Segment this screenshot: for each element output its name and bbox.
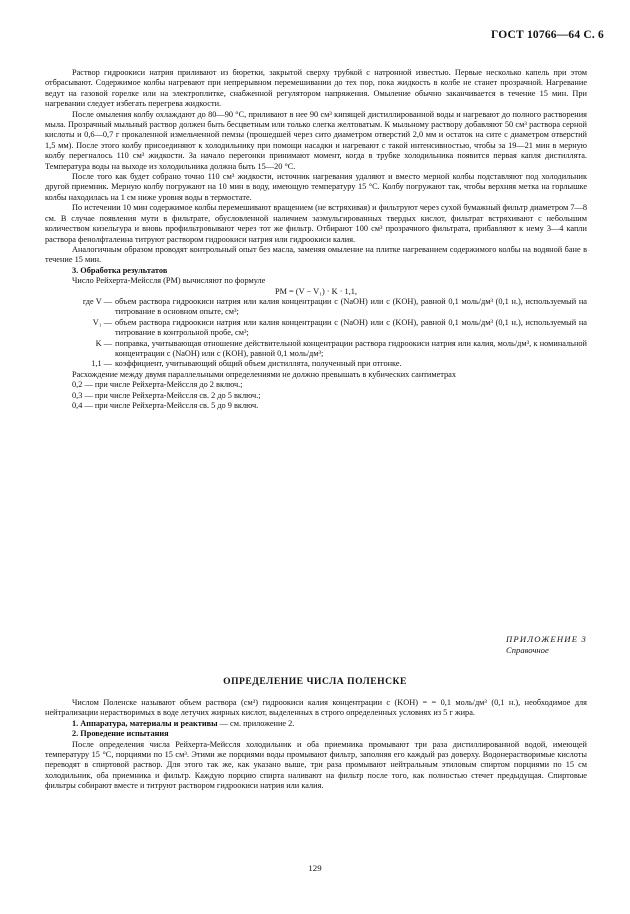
definition-row (45, 359, 587, 369)
formula: PM = (V − V₁) · K · 1,1, (274, 286, 357, 296)
paragraph: Аналогичным образом проводят контрольный опыт без масла, заменяя омыление на плитке нагреванием содержимого колбы на водяной бане в течение 15 мин. (45, 244, 587, 265)
section-heading: 3. Обработка результатов (72, 265, 168, 275)
definition-text: коэффициент, учитывающий общий объем дистиллята, полученный при отгонке. (115, 359, 402, 369)
discrepancy-list (45, 370, 587, 412)
definition-term: где V — (82, 296, 112, 306)
definition-text: объем раствора гидроокиси натрия или калия концентрации c (NaOH) или c (KOH), равной 0,1 моль/дм³ (0,1 н.), используемый на титрование в контрольной пробе, см³; (115, 317, 587, 338)
definition-text: объем раствора гидроокиси натрия или калия концентрации c (NaOH) или c (KOH), равной 0,1 моль/дм³ (0,1 н.), используемый на титрование в основном опыте, см³; (115, 296, 587, 317)
paragraph: Числом Поленске называют объем раствора (см³) гидроокиси калия концентрации c (KOH) = = 0,1 моль/дм³ (0,1 н.), необходимое для нейтрализации нерастворимых в воде летучих жирных кислот, выделенных в строго определенных условиях из 5 г жира. (45, 698, 587, 718)
definition-term: 1,1 — (91, 359, 112, 369)
list-item: 0,2 — при числе Рейхерта-Мейссля до 2 включ.; (72, 380, 243, 390)
appendix-title: ОПРЕДЕЛЕНИЕ ЧИСЛА ПОЛЕНСКЕ (223, 676, 407, 687)
paragraph: После определения числа Рейхерта-Мейссля холодильник и оба приемника промывают три раза дистиллированной водой, имеющей температуру 15 °С, порциями по 15 см³. Этими же порциями воды промывают фильтр, заполняя его каждый раз доверху. Водонерастворимые кислоты переводят в спиртовой раствор. Для этого так же, как указано выше, три раза промывают нейтральным этиловым спиртом порциями по 15 см холодильник, оба приемника и фильтр. Каждую порцию спирта наливают на фильтр после того, как полностью стечет предыдущая. Спиртовые фильтры собирают вместе и титруют раствором гидроокиси натрия или калия. (45, 739, 587, 791)
appendix-text-block (45, 698, 587, 792)
appendix-item-1-text: — см. приложение 2. (217, 718, 295, 728)
paragraph: Число Рейхерта-Мейссля (PM) вычисляют по формуле (72, 276, 266, 286)
definition-term: K — (95, 338, 112, 348)
page-header: ГОСТ 10766—64 С. 6 (491, 29, 604, 41)
paragraph: Расхождение между двумя параллельными определениями не должно превышать в кубических сантиметрах (72, 369, 457, 379)
appendix-note: Справочное (506, 645, 549, 655)
paragraph: По истечении 10 мин содержимое колбы перемешивают вращением (не встряхивая) и фильтруют через сухой бумажный фильтр диаметром 7—8 см. В случае появления мути в фильтрате, обусловленной наличием заэмульгированных твердых кислот, фильтрат встряхивают с небольшим количеством кизельгура и вновь профильтровывают через тот же фильтр. Отбирают 100 см³ прозрачного фильтрата, прибавляют к нему 3—4 капли раствора фенолфталеина титруют раствором гидроокиси натрия или гидроокиси калия. (45, 203, 587, 244)
appendix-label: ПРИЛОЖЕНИЕ 3 (506, 634, 587, 644)
paragraph: После того как будет собрано точно 110 см³ жидкости, источник нагревания удаляют и вместо мерной колбы подставляют под холодильник другой приемник. Мерную колбу погружают на 10 мин в воду, имеющую температуру 15 °С. Колбу погружают так, чтобы верхняя метка на горлышке колбы находилась на 1 см ниже уровня воды в термостате. (45, 172, 587, 202)
definition-term: V₁ — (92, 317, 112, 327)
appendix-item-2-heading: 2. Проведение испытания (72, 729, 169, 739)
appendix-item-1-heading: 1. Аппаратура, материалы и реактивы (72, 718, 218, 728)
page-number: 129 (308, 863, 322, 873)
list-item: 0,4 — при числе Рейхерта-Мейссля св. 5 до 9 включ. (72, 401, 259, 410)
list-item: 0,3 — при числе Рейхерта-Мейссля св. 2 до 5 включ.; (72, 390, 261, 400)
definition-row (45, 297, 587, 318)
paragraph: После омыления колбу охлаждают до 80—90 °С, приливают в нее 90 см³ кипящей дистиллированной воды и нагревают до полного растворения мыла. Прозрачный мыльный раствор должен быть бесцветным или только слегка желтоватым. К мыльному раствору добавляют 50 см³ раствора серной кислоты и 0,6—0,7 г прокаленной измельченной пемзы (прошедшей через сито диаметром отверстий 2,0 мм и остаток на сите с диаметром отверстий 1,5 мм). После этого колбу присоединяют к холодильнику при помощи насадки и нагревают с такой интенсивностью, чтобы за 19—21 мин в мерную колбу перегналось 110 см³ жидкости. За начало перегонки принимают момент, когда в трубке холодильника появится первая капля дистиллята. Температура воды на выходе из холодильника должна быть 15—20 °С. (45, 109, 587, 171)
appendix-label-block (506, 634, 587, 656)
paragraph: Раствор гидроокиси натрия приливают из бюретки, закрытой сверху трубкой с натронной известью. Первые несколько капель при этом отбрасывают. Содержимое колбы нагревают при непрерывном перемешивании до тех пор, пока жидкость в колбе не станет прозрачной. Нагревание ведут на газовой горелке или на электроплитке, снабженной регулятором напряжения. Омыление обычно заканчивается в течение 15 мин. При нагревании следует избегать перегрева жидкости. (45, 68, 587, 109)
definition-row (45, 339, 587, 360)
definition-text: поправка, учитывающая отношение действительной концентрации раствора гидроокиси натрия или калия, моль/дм³, к номинальной концентрации c (NaOH) или c (KOH), равной 0,1 моль/дм³; (115, 338, 587, 358)
appendix-item-1 (45, 719, 587, 729)
main-text-block (45, 68, 587, 411)
definition-list (45, 297, 587, 370)
definition-row (45, 318, 587, 339)
